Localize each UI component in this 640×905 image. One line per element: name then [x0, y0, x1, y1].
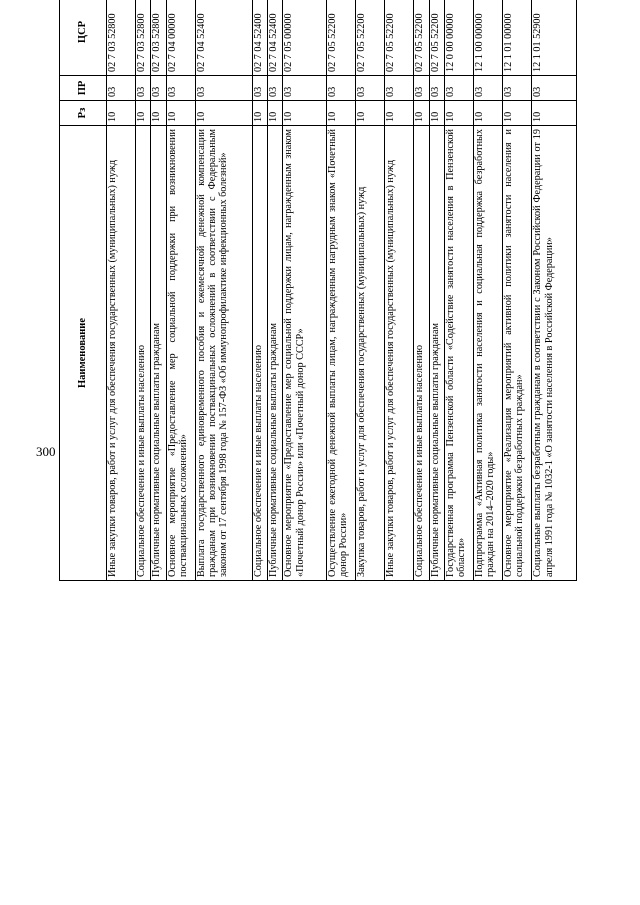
- cell-name: Публичные нормативные социальные выплаты гражданам: [429, 126, 444, 581]
- cell-name: Осуществление ежегодной денежной выплаты лицам, награжденным нагрудным знаком «Почетный донор России»: [326, 126, 355, 581]
- table-row: [473, 0, 502, 581]
- cell-rz: 10: [503, 101, 532, 126]
- cell-rz: 10: [414, 101, 429, 126]
- cell-rz: 10: [532, 101, 577, 126]
- cell-rz: 10: [385, 101, 414, 126]
- cell-name: Закупка товаров, работ и услуг для обеспечения государственных (муниципальных) нужд: [355, 126, 384, 581]
- cell-rz: 10: [107, 101, 136, 126]
- cell-csr: 02 7 05 00000: [283, 0, 326, 76]
- cell-pr: 03: [268, 76, 283, 101]
- table-row: [444, 0, 473, 581]
- cell-csr: 02 7 04 52400: [253, 0, 268, 76]
- header-name: Наименование: [60, 126, 107, 581]
- cell-rz: 10: [444, 101, 473, 126]
- cell-csr: 02 7 03 52800: [151, 0, 166, 76]
- cell-pr: 03: [253, 76, 268, 101]
- cell-name: Подпрограмма «Активная политика занятости населения и социальная поддержка безработных граждан на 2014–2020 годы»: [473, 126, 502, 581]
- cell-pr: 03: [473, 76, 502, 101]
- table-header-row: [60, 0, 107, 581]
- cell-rz: 10: [326, 101, 355, 126]
- cell-name: Иные закупки товаров, работ и услуг для обеспечения государственных (муниципальных) нужд: [107, 126, 136, 581]
- page-number: 300: [36, 444, 56, 459]
- cell-pr: 03: [136, 76, 151, 101]
- table-row: [326, 0, 355, 581]
- table-row: [429, 0, 444, 581]
- table-row: [385, 0, 414, 581]
- cell-rz: 10: [283, 101, 326, 126]
- cell-name: Публичные нормативные социальные выплаты гражданам: [151, 126, 166, 581]
- cell-name: Основное мероприятие «Предоставление мер социальной поддержки при возникновении поствакцинальных осложнений»: [166, 126, 195, 581]
- table-row: [355, 0, 384, 581]
- table-row: [283, 0, 326, 581]
- rotated-table-container: [59, 13, 577, 876]
- header-csr: ЦСР: [60, 0, 107, 76]
- header-rz: Рз: [60, 101, 107, 126]
- cell-pr: 03: [414, 76, 429, 101]
- cell-rz: 10: [253, 101, 268, 126]
- cell-rz: 10: [355, 101, 384, 126]
- table-row: [414, 0, 429, 581]
- cell-rz: 10: [166, 101, 195, 126]
- cell-rz: 10: [473, 101, 502, 126]
- cell-csr: 02 7 04 00000: [166, 0, 195, 76]
- table-row: [151, 0, 166, 581]
- cell-rz: 10: [136, 101, 151, 126]
- cell-pr: 03: [283, 76, 326, 101]
- table-row: [136, 0, 151, 581]
- cell-pr: 03: [503, 76, 532, 101]
- cell-pr: 03: [326, 76, 355, 101]
- cell-csr: 02 7 05 52200: [429, 0, 444, 76]
- cell-pr: 03: [385, 76, 414, 101]
- cell-name: Публичные нормативные социальные выплаты гражданам: [268, 126, 283, 581]
- cell-rz: 10: [268, 101, 283, 126]
- cell-pr: 03: [107, 76, 136, 101]
- budget-table: [59, 0, 577, 581]
- cell-csr: 02 7 03 52800: [107, 0, 136, 76]
- cell-name: Иные закупки товаров, работ и услуг для обеспечения государственных (муниципальных) нужд: [385, 126, 414, 581]
- cell-csr: 02 7 05 52200: [355, 0, 384, 76]
- cell-pr: 03: [355, 76, 384, 101]
- cell-csr: 12 1 00 00000: [473, 0, 502, 76]
- cell-pr: 03: [444, 76, 473, 101]
- cell-rz: 10: [195, 101, 252, 126]
- cell-csr: 02 7 04 52400: [268, 0, 283, 76]
- table-row: [532, 0, 577, 581]
- table-row: [503, 0, 532, 581]
- cell-rz: 10: [151, 101, 166, 126]
- cell-csr: 02 7 04 52400: [195, 0, 252, 76]
- cell-csr: 12 1 01 52900: [532, 0, 577, 76]
- cell-pr: 03: [166, 76, 195, 101]
- cell-pr: 03: [195, 76, 252, 101]
- header-pr: ПР: [60, 76, 107, 101]
- cell-name: Социальные выплаты безработным гражданам в соответствии с Законом Российской Федерации от 19 апреля 1991 года № 1032-1 «О занятости населения в Российской Федерации»: [532, 126, 577, 581]
- cell-csr: 02 7 03 52800: [136, 0, 151, 76]
- cell-name: Государственная программа Пензенской области «Содействие занятости населения в Пензенской области»: [444, 126, 473, 581]
- cell-csr: 02 7 05 52200: [414, 0, 429, 76]
- cell-name: Выплата государственного единовременного пособия и ежемесячной денежной компенсации гражданам при возникновении поствакцинальных осложнений в соответствии с Федеральным законом от 17 сентября 1998 года № 157-ФЗ «Об иммунопрофилактике инфекционных болезней»: [195, 126, 252, 581]
- table-row: [195, 0, 252, 581]
- cell-name: Основное мероприятие «Реализация мероприятий активной политики занятости населения и социальной поддержки безработных граждан»: [503, 126, 532, 581]
- table-row: [107, 0, 136, 581]
- cell-pr: 03: [151, 76, 166, 101]
- cell-csr: 02 7 05 52200: [385, 0, 414, 76]
- cell-name: Социальное обеспечение и иные выплаты населению: [136, 126, 151, 581]
- cell-name: Социальное обеспечение и иные выплаты населению: [253, 126, 268, 581]
- cell-pr: 03: [532, 76, 577, 101]
- cell-csr: 12 0 00 00000: [444, 0, 473, 76]
- table-row: [253, 0, 268, 581]
- cell-csr: 02 7 05 52200: [326, 0, 355, 76]
- table-row: [166, 0, 195, 581]
- cell-name: Социальное обеспечение и иные выплаты населению: [414, 126, 429, 581]
- cell-rz: 10: [429, 101, 444, 126]
- table-row: [268, 0, 283, 581]
- cell-pr: 03: [429, 76, 444, 101]
- cell-csr: 12 1 01 00000: [503, 0, 532, 76]
- cell-name: Основное мероприятие «Предоставление мер социальной поддержки лицам, награжденным знаком «Почетный донор России» или «Почетный донор СССР»: [283, 126, 326, 581]
